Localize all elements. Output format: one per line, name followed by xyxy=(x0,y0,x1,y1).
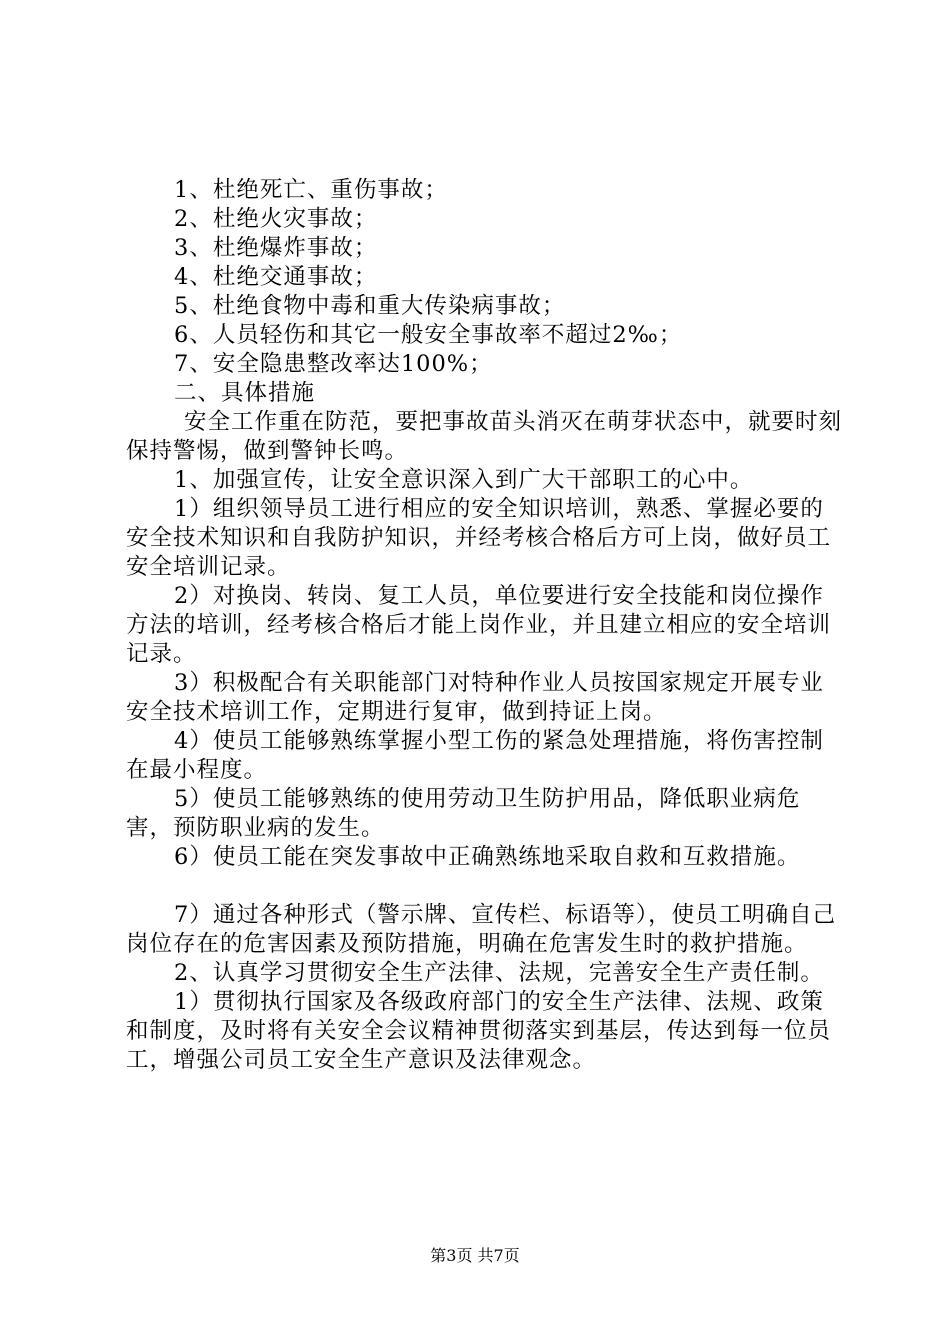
goal-item-1: 1、杜绝死亡、重伤事故； xyxy=(174,177,448,203)
measure-2-item-1: 1）贯彻执行国家及各级政府部门的安全生产法律、法规、政策和制度，及时将有关安全会议精神贯彻落实到基层，传达到每一位员工，增强公司员工安全生产意识及法律观念。 xyxy=(126,989,832,1073)
goal-item-7: 7、安全隐患整改率达100%； xyxy=(174,351,493,377)
page-number-footer: 第3页 共7页 xyxy=(430,1246,520,1265)
blank-line xyxy=(126,872,846,901)
measure-heading-2: 2、认真学习贯彻安全生产法律、法规，完善安全生产责任制。 xyxy=(174,960,824,986)
goal-item-5: 5、杜绝食物中毒和重大传染病事故； xyxy=(174,293,566,319)
goal-item-6: 6、人员轻伤和其它一般安全事故率不超过2‰； xyxy=(174,322,683,348)
measure-1-item-3: 3）积极配合有关职能部门对特种作业人员按国家规定开展专业安全技术培训工作，定期进行复审，做到持证上岗。 xyxy=(126,670,824,725)
measure-1-item-5: 5）使员工能够熟练的使用劳动卫生防护用品，降低职业病危害，预防职业病的发生。 xyxy=(126,786,801,841)
goal-item-4: 4、杜绝交通事故； xyxy=(174,264,378,290)
measure-1-item-7: 7）通过各种形式（警示牌、宣传栏、标语等），使员工明确自己岗位存在的危害因素及预防措施，明确在危害发生时的救护措施。 xyxy=(126,902,837,957)
goal-item-2: 2、杜绝火灾事故； xyxy=(174,206,378,232)
intro-paragraph: 安全工作重在防范，要把事故苗头消灭在萌芽状态中，就要时刻保持警惕，做到警钟长鸣。 xyxy=(126,409,843,464)
measure-1-item-4: 4）使员工能够熟练掌握小型工伤的紧急处理措施，将伤害控制在最小程度。 xyxy=(126,728,824,783)
measure-1-item-1: 1）组织领导员工进行相应的安全知识培训，熟悉、掌握必要的安全技术知识和自我防护知识，并经考核合格后方可上岗，做好员工安全培训记录。 xyxy=(126,496,832,580)
goal-item-3: 3、杜绝爆炸事故； xyxy=(174,235,378,261)
section-heading: 二、具体措施 xyxy=(174,380,316,406)
document-body xyxy=(126,176,846,1075)
measure-1-item-6: 6）使员工能在突发事故中正确熟练地采取自救和互救措施。 xyxy=(174,844,801,870)
measure-1-item-2: 2）对换岗、转岗、复工人员，单位要进行安全技能和岗位操作方法的培训，经考核合格后才能上岗作业，并且建立相应的安全培训记录。 xyxy=(126,583,832,667)
measure-heading-1: 1、加强宣传，让安全意识深入到广大干部职工的心中。 xyxy=(174,467,754,493)
